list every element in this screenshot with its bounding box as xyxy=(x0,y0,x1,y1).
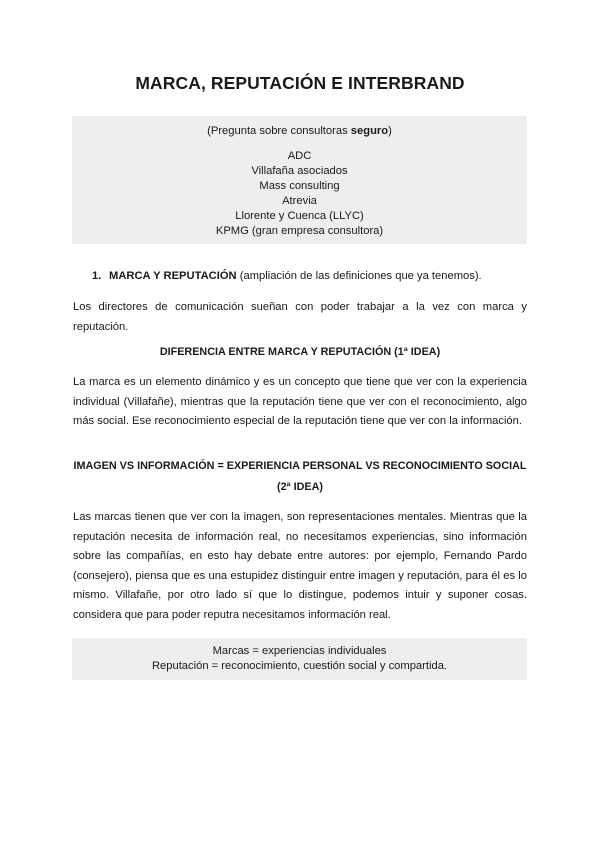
paragraph-marca: La marca es un elemento dinámico y es un concepto que tiene que ver con la experiencia individual (Villafañe), mientras que la reputación tiene que ver con el reconocimiento, algo más social. Ese reconocimiento especial de la reputación tiene que ver con la información. xyxy=(73,376,527,427)
consultora-item: Atrevia xyxy=(282,195,317,207)
consultora-item: ADC xyxy=(287,150,312,162)
section-heading-marca-reputacion xyxy=(92,270,482,282)
summary-line-marcas: Marcas = experiencias individuales xyxy=(212,645,387,657)
intro-paragraph: Los directores de comunicación sueñan con poder trabajar a la vez con marca y reputación. xyxy=(73,301,527,333)
page-title: MARCA, REPUTACIÓN E INTERBRAND xyxy=(135,73,465,93)
consultora-item: Llorente y Cuenca (LLYC) xyxy=(235,210,364,222)
heading-imagen-informacion: IMAGEN VS INFORMACIÓN = EXPERIENCIA PERSONAL VS RECONOCIMIENTO SOCIAL (2ª IDEA) xyxy=(73,460,527,493)
section-number: 1. xyxy=(92,270,102,282)
section-heading-bold: MARCA Y REPUTACIÓN xyxy=(109,270,237,282)
consultora-item: Villafaña asociados xyxy=(251,165,348,177)
consultoras-question: (Pregunta sobre consultoras seguro) xyxy=(207,125,392,137)
consultoras-box xyxy=(72,116,527,244)
summary-line-reputacion: Reputación = reconocimiento, cuestión social y compartida. xyxy=(151,660,448,672)
paragraph-imagen: Las marcas tienen que ver con la imagen, son representaciones mentales. Mientras que la reputación necesita de información real, no necesitamos experiencias, sino información sobre las compañías, en esto hay debate entre autores: por ejemplo, Fernando Pardo (consejero), piensa que es una estupidez distinguir entre imagen y reputación, para él es lo mismo. Villafañe, por otro lado sí que lo distingue, podemos intuir y suponer cosas. considera que para poder reputra necesitamos información real. xyxy=(73,511,527,621)
summary-box xyxy=(72,638,527,680)
consultora-item: KPMG (gran empresa consultora) xyxy=(215,225,384,237)
consultora-item: Mass consulting xyxy=(259,180,340,192)
section-heading-rest: (ampliación de las definiciones que ya tenemos). xyxy=(236,270,482,282)
heading-diferencia: DIFERENCIA ENTRE MARCA Y REPUTACIÓN (1ª IDEA) xyxy=(159,346,441,358)
